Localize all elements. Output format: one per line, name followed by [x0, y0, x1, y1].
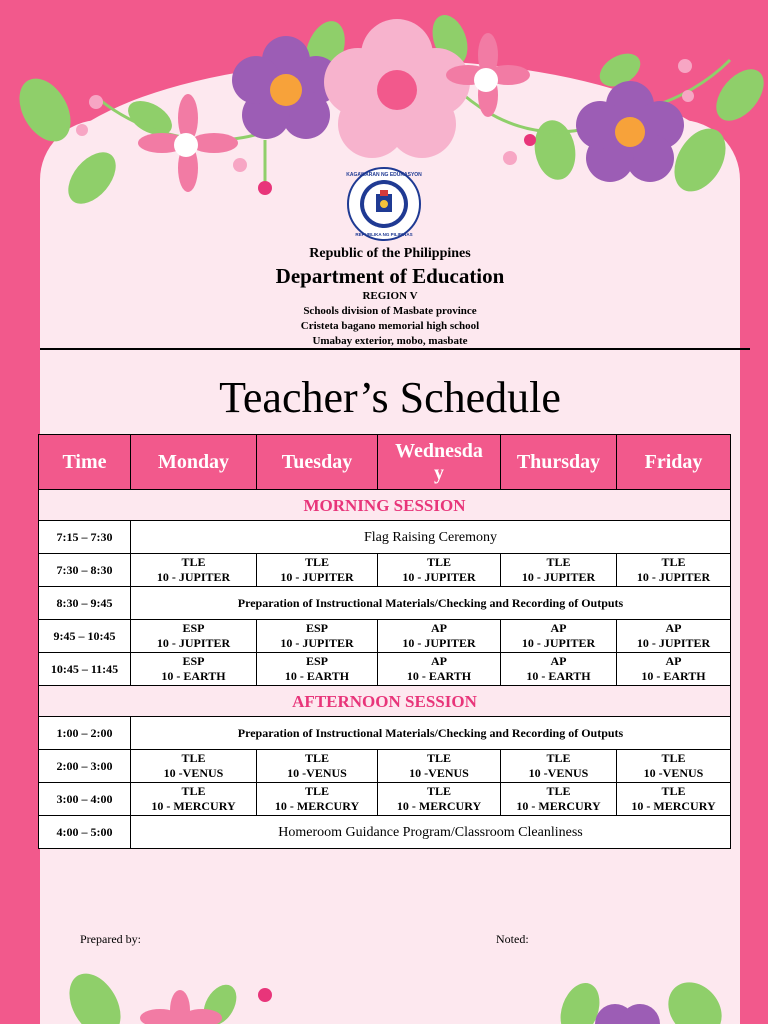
subject-text: AP [665, 621, 682, 635]
section-text: 10 - JUPITER [280, 636, 354, 650]
class-cell [257, 783, 378, 816]
time-cell: 4:00 – 5:00 [39, 816, 131, 849]
class-cell [257, 750, 378, 783]
school-line: Cristeta bagano memorial high school [300, 320, 480, 332]
time-cell: 8:30 – 9:45 [39, 587, 131, 620]
class-cell [378, 750, 501, 783]
class-cell [617, 750, 731, 783]
schedule-table [38, 434, 731, 849]
subject-text: AP [431, 621, 447, 635]
prepared-by-label: Prepared by: [80, 932, 141, 946]
class-cell [378, 554, 501, 587]
class-cell [617, 653, 731, 686]
class-cell [617, 620, 731, 653]
table-header-row [39, 435, 731, 490]
section-text: 10 - MERCURY [631, 799, 716, 813]
deped-seal-logo [346, 166, 422, 242]
time-cell: 7:30 – 8:30 [39, 554, 131, 587]
class-cell [131, 620, 257, 653]
region-line: REGION V [362, 290, 418, 302]
subject-text: ESP [305, 654, 328, 668]
class-cell [131, 750, 257, 783]
activity-cell: Flag Raising Ceremony [131, 521, 731, 554]
subject-text: TLE [426, 555, 451, 569]
table-row [39, 750, 731, 783]
time-cell: 9:45 – 10:45 [39, 620, 131, 653]
section-text: 10 - EARTH [284, 669, 350, 683]
section-text: 10 -VENUS [409, 766, 469, 780]
republic-line: Republic of the Philippines [309, 246, 471, 261]
column-header: Tuesday [257, 435, 378, 490]
subject-text: TLE [304, 751, 329, 765]
section-text: 10 -VENUS [287, 766, 347, 780]
seal-top-text: KAGAWARAN NG EDUKASYON [346, 172, 422, 178]
subject-text: TLE [181, 751, 206, 765]
class-cell [257, 554, 378, 587]
section-text: 10 - MERCURY [516, 799, 601, 813]
table-row [39, 587, 731, 620]
subject-text: ESP [182, 621, 205, 635]
class-cell [257, 620, 378, 653]
department-line: Department of Education [275, 264, 505, 288]
header-divider [40, 348, 750, 350]
class-cell [501, 750, 617, 783]
class-cell [131, 653, 257, 686]
subject-text: AP [431, 654, 447, 668]
letterhead [40, 244, 740, 349]
class-cell [501, 783, 617, 816]
activity-cell: Preparation of Instructional Materials/Checking and Recording of Outputs [131, 587, 731, 620]
table-row [39, 783, 731, 816]
subject-text: ESP [182, 654, 205, 668]
subject-text: TLE [181, 555, 206, 569]
subject-text: ESP [305, 621, 328, 635]
section-text: 10 -VENUS [528, 766, 589, 780]
time-cell: 1:00 – 2:00 [39, 717, 131, 750]
time-cell: 10:45 – 11:45 [39, 653, 131, 686]
subject-text: AP [550, 621, 567, 635]
activity-cell: Homeroom Guidance Program/Classroom Cleanliness [131, 816, 731, 849]
subject-text: TLE [546, 555, 571, 569]
subject-text: TLE [661, 751, 686, 765]
column-header: Friday [617, 435, 731, 490]
class-cell [501, 653, 617, 686]
subject-text: TLE [426, 784, 451, 798]
section-text: 10 - JUPITER [636, 570, 711, 584]
table-row [39, 554, 731, 587]
section-text: 10 - EARTH [161, 669, 226, 683]
time-cell: 3:00 – 4:00 [39, 783, 131, 816]
class-cell [378, 783, 501, 816]
class-cell [501, 554, 617, 587]
section-text: 10 - JUPITER [156, 636, 231, 650]
activity-cell: Preparation of Instructional Materials/Checking and Recording of Outputs [131, 717, 731, 750]
table-row [39, 653, 731, 686]
column-header: Thursday [501, 435, 617, 490]
class-cell [617, 783, 731, 816]
section-text: 10 - EARTH [406, 669, 472, 683]
section-text: 10 -VENUS [163, 766, 224, 780]
section-text: 10 - JUPITER [402, 570, 476, 584]
subject-text: TLE [661, 784, 686, 798]
section-text: 10 - EARTH [641, 669, 706, 683]
section-text: 10 - MERCURY [396, 799, 482, 813]
subject-text: TLE [546, 751, 571, 765]
address-line: Umabay exterior, mobo, masbate [312, 335, 468, 347]
section-text: 10 - JUPITER [280, 570, 354, 584]
page-title: Teacher’s Schedule [219, 373, 561, 422]
class-cell [378, 653, 501, 686]
table-row [39, 717, 731, 750]
section-text: 10 - MERCURY [151, 799, 236, 813]
session-row [39, 490, 731, 521]
class-cell [617, 554, 731, 587]
session-label: MORNING SESSION [39, 490, 731, 521]
subject-text: AP [665, 654, 682, 668]
subject-text: TLE [546, 784, 571, 798]
class-cell [131, 554, 257, 587]
subject-text: AP [550, 654, 567, 668]
subject-text: TLE [426, 751, 451, 765]
column-header: Wednesda y [378, 435, 501, 490]
class-cell [131, 783, 257, 816]
division-line: Schools division of Masbate province [303, 305, 477, 317]
time-cell: 2:00 – 3:00 [39, 750, 131, 783]
section-text: 10 - JUPITER [156, 570, 231, 584]
table-row [39, 816, 731, 849]
class-cell [378, 620, 501, 653]
column-header: Time [39, 435, 131, 490]
time-cell: 7:15 – 7:30 [39, 521, 131, 554]
column-header: Monday [131, 435, 257, 490]
table-row [39, 521, 731, 554]
class-cell [501, 620, 617, 653]
section-text: 10 - JUPITER [521, 570, 596, 584]
subject-text: TLE [661, 555, 686, 569]
noted-label: Noted: [496, 932, 529, 946]
section-text: 10 - JUPITER [636, 636, 711, 650]
session-row [39, 686, 731, 717]
subject-text: TLE [181, 784, 206, 798]
table-row [39, 620, 731, 653]
section-text: 10 - JUPITER [402, 636, 476, 650]
section-text: 10 - JUPITER [521, 636, 596, 650]
session-label: AFTERNOON SESSION [39, 686, 731, 717]
section-text: 10 - MERCURY [274, 799, 360, 813]
class-cell [257, 653, 378, 686]
subject-text: TLE [304, 784, 329, 798]
section-text: 10 - EARTH [526, 669, 591, 683]
subject-text: TLE [304, 555, 329, 569]
seal-bottom-text: REPUBLIKA NG PILIPINAS [355, 232, 413, 237]
section-text: 10 -VENUS [643, 766, 704, 780]
